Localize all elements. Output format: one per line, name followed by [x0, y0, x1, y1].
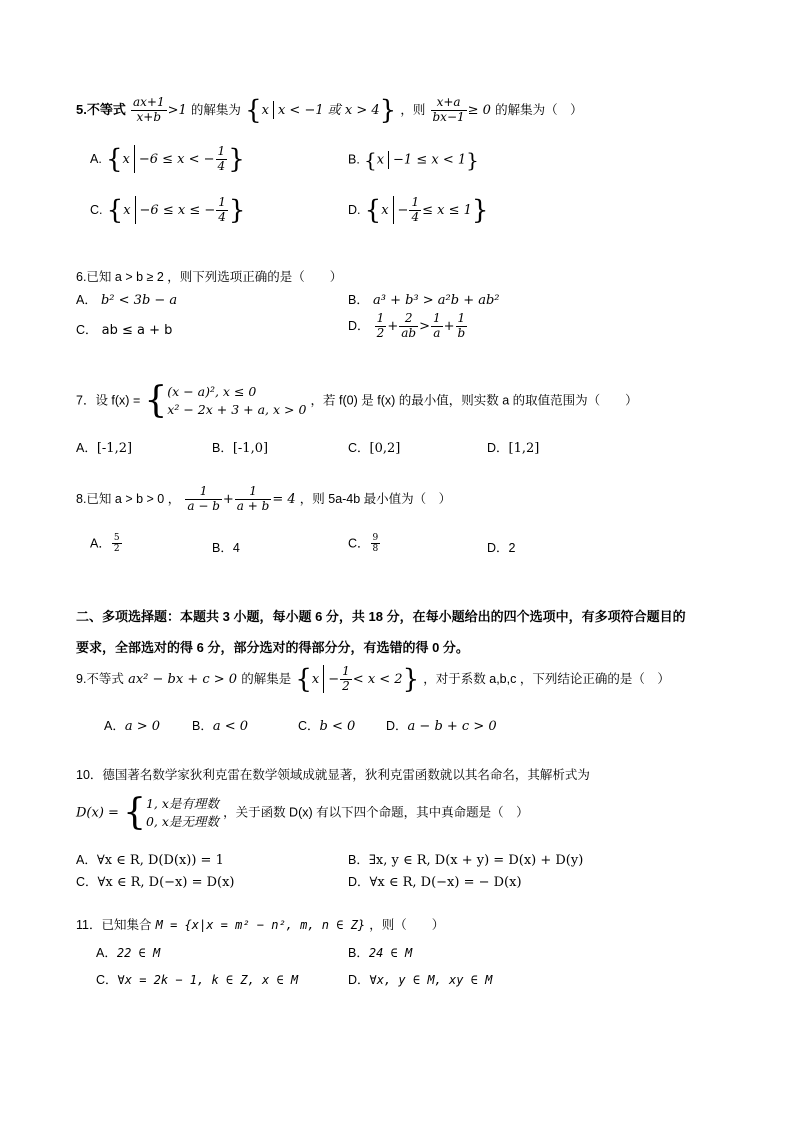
q6-option-d[interactable]: D． $\frac{1}{2}$ + $\frac{2}{ab}$ > $\frac{1}{a}$ + $\frac{1}{b}$ [348, 311, 466, 340]
q10-option-b[interactable]: B．∃x, y ∈ R, D(x + y) = D(x) + D(y) [348, 853, 584, 868]
q5-option-c[interactable]: C. {x −6 ≤ x ≤ − $\frac{1}{4}$ } [90, 195, 246, 226]
q5-second-fraction: $\frac{x+a}{bx-1}$ [432, 95, 465, 124]
q9-option-c[interactable]: C．b < 0 [298, 719, 356, 734]
q11-option-d[interactable]: D．∀x, y ∈ M, xy ∈ M [348, 973, 493, 987]
q5-stem: 5.不等式 $\frac{ax+1}{x+b}$ >1 的解集为 {x x < −1 或 x > 4} ，则 $\frac{x+a}{bx-1}$ ≥ 0 的解集为（ ） [76, 95, 583, 126]
q8-option-d[interactable]: D．2 [487, 541, 516, 555]
q5-inequality-fraction: $\frac{ax+1}{x+b}$ [132, 95, 165, 124]
q11-option-b[interactable]: B．24 ∈ M [348, 946, 413, 960]
q9-stem: 9.不等式 ax² − bx + c > 0 的解集是 {x − $\frac{1}{2}$ < x < 2} ，对于系数 a,b,c ，下列结论正确的是（ ） [76, 664, 670, 695]
q10-option-d[interactable]: D．∀x ∈ R, D(−x) = − D(x) [348, 875, 522, 890]
q7-option-b[interactable]: B．[-1,0] [212, 441, 269, 456]
q7-option-d[interactable]: D．[1,2] [487, 441, 540, 456]
q10-option-a[interactable]: A．∀x ∈ R, D(D(x)) = 1 [76, 853, 224, 868]
q7-option-a[interactable]: A．[-1,2] [76, 441, 133, 456]
q5-option-a[interactable]: A. {x −6 ≤ x < − $\frac{1}{4}$ } [90, 144, 245, 175]
q8-option-b[interactable]: B．4 [212, 541, 240, 555]
section2-instructions-line2: 要求，全部选对的得 6 分，部分选对的得部分分，有选错的得 0 分。 [76, 640, 469, 655]
q7-option-c[interactable]: C．[0,2] [348, 441, 401, 456]
q6-option-c[interactable]: C． ab ≤ a + b [76, 323, 173, 338]
q9-option-d[interactable]: D．a − b + c > 0 [386, 719, 497, 734]
q6-stem: 6.已知 a > b ≥ 2 ，则下列选项正确的是（ ） [76, 270, 343, 284]
section2-instructions-line1: 二、多项选择题：本题共 3 小题，每小题 6 分，共 18 分，在每小题给出的四个选项中，有多项符合题目的 [76, 609, 686, 624]
q5-given-set: x < −1 或 x > 4 [277, 102, 380, 118]
q8-option-c[interactable]: C． $\frac{9}{8}$ [348, 533, 379, 555]
q9-option-b[interactable]: B．a < 0 [192, 719, 249, 734]
q5-head: 5.不等式 [76, 101, 126, 117]
q10-stem-line1: 10．德国著名数学家狄利克雷在数学领域成就显著，狄利克雷函数就以其名命名，其解析式为 [76, 768, 590, 782]
q6-option-b[interactable]: B． a³ + b³ > a²b + ab² [348, 293, 500, 308]
q6-option-a[interactable]: A． b² < 3b − a [76, 293, 178, 308]
q8-stem: 8.已知 a > b > 0 ， $\frac{1}{a - b}$ + $\frac{1}{a + b}$ = 4 ，则 5a-4b 最小值为（ ） [76, 484, 452, 513]
q11-option-a[interactable]: A．22 ∈ M [96, 946, 161, 960]
q10-piecewise: { 1, x是有理数 0, x是无理数 [123, 792, 219, 834]
q7-piecewise: { (x − a)², x ≤ 0 x² − 2x + 3 + a, x > 0 [144, 380, 307, 422]
q7-stem: 7．设 f(x) = { (x − a)², x ≤ 0 x² − 2x + 3 + a, x > 0 ，若 f(0) 是 f(x) 的最小值，则实数 a 的取值范围为（ ） [76, 380, 638, 422]
q5-option-b[interactable]: B. {x −1 ≤ x < 1} [348, 148, 479, 172]
q5-option-d[interactable]: D. {x − $\frac{1}{4}$ ≤ x ≤ 1} [348, 195, 489, 226]
q10-stem-line2: D(x) = { 1, x是有理数 0, x是无理数 ，关于函数 D(x) 有以下四个命题，其中真命题是（ ） [76, 792, 529, 834]
q10-option-c[interactable]: C．∀x ∈ R, D(−x) = D(x) [76, 875, 235, 890]
q9-option-a[interactable]: A．a > 0 [104, 719, 161, 734]
q11-stem: 11．已知集合 M = {x|x = m² − n², m, n ∈ Z} ，则（ ） [76, 918, 445, 932]
q11-option-c[interactable]: C．∀x = 2k − 1, k ∈ Z, x ∈ M [96, 973, 299, 987]
q8-option-a[interactable]: A． $\frac{5}{2}$ [90, 533, 120, 555]
